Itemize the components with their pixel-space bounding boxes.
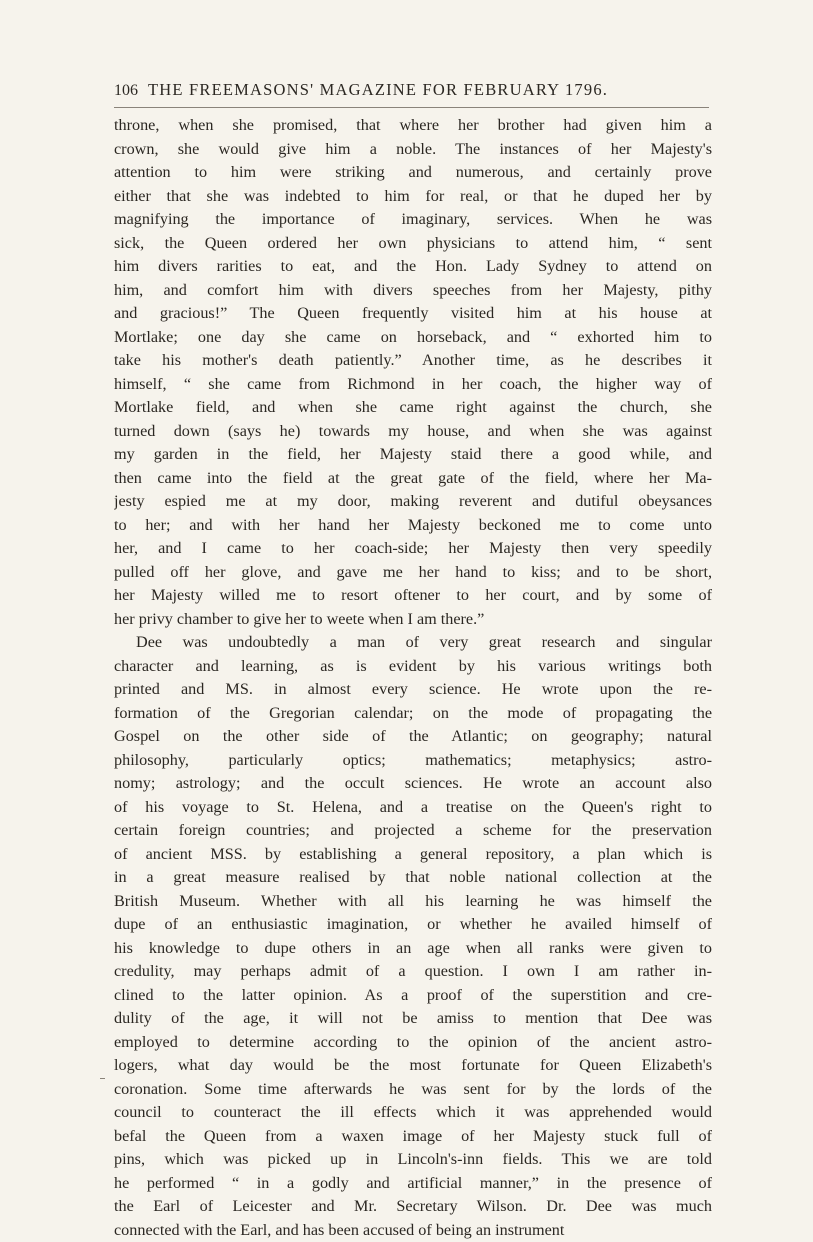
text-line: formation of the Gregorian calendar; on the mode of propagating the xyxy=(114,702,712,726)
text-line: himself, “ she came from Richmond in her coach, the higher way of xyxy=(114,373,712,397)
text-line: turned down (says he) towards my house, and when she was against xyxy=(114,420,712,444)
text-line: Mortlake; one day she came on horseback, and “ exhorted him to xyxy=(114,326,712,350)
text-line: Gospel on the other side of the Atlantic; on geography; natural xyxy=(114,725,712,749)
text-line: pulled off her glove, and gave me her hand to kiss; and to be short, xyxy=(114,561,712,585)
text-line: and gracious!” The Queen frequently visited him at his house at xyxy=(114,302,712,326)
text-line: Dee was undoubtedly a man of very great research and singular xyxy=(114,631,712,655)
text-line: Mortlake field, and when she came right against the church, she xyxy=(114,396,712,420)
text-line: nomy; astrology; and the occult sciences. He wrote an account also xyxy=(114,772,712,796)
paragraph xyxy=(114,631,714,1242)
text-line: magnifying the importance of imaginary, services. When he was xyxy=(114,208,712,232)
text-line: jesty espied me at my door, making reverent and dutiful obeysances xyxy=(114,490,712,514)
text-line: council to counteract the ill effects which it was apprehended would xyxy=(114,1101,712,1125)
text-line: dulity of the age, it will not be amiss to mention that Dee was xyxy=(114,1007,712,1031)
text-line: his knowledge to dupe others in an age when all ranks were given to xyxy=(114,937,712,961)
text-line: clined to the latter opinion. As a proof of the superstition and cre- xyxy=(114,984,712,1008)
text-line: either that she was indebted to him for real, or that he duped her by xyxy=(114,185,712,209)
text-line: attention to him were striking and numerous, and certainly prove xyxy=(114,161,712,185)
header-rule xyxy=(114,107,709,108)
text-line: dupe of an enthusiastic imagination, or whether he availed himself of xyxy=(114,913,712,937)
text-line: to her; and with her hand her Majesty beckoned me to come unto xyxy=(114,514,712,538)
text-line: my garden in the field, her Majesty staid there a good while, and xyxy=(114,443,712,467)
text-line: befal the Queen from a waxen image of her Majesty stuck full of xyxy=(114,1125,712,1149)
text-line: throne, when she promised, that where her brother had given him a xyxy=(114,114,712,138)
article-body xyxy=(114,114,714,1242)
text-line: then came into the field at the great gate of the field, where her Ma- xyxy=(114,467,712,491)
paragraph xyxy=(114,114,714,631)
running-head xyxy=(114,80,714,104)
text-line: he performed “ in a godly and artificial manner,” in the presence of xyxy=(114,1172,712,1196)
text-line: him, and comfort him with divers speeches from her Majesty, pithy xyxy=(114,279,712,303)
text-line: certain foreign countries; and projected a scheme for the preservation xyxy=(114,819,712,843)
text-line: logers, what day would be the most fortunate for Queen Elizabeth's xyxy=(114,1054,712,1078)
text-line: take his mother's death patiently.” Another time, as he describes it xyxy=(114,349,712,373)
text-line: the Earl of Leicester and Mr. Secretary Wilson. Dr. Dee was much xyxy=(114,1195,712,1219)
text-line: her privy chamber to give her to weete when I am there.” xyxy=(114,608,712,632)
text-line: her, and I came to her coach-side; her Majesty then very speedily xyxy=(114,537,712,561)
text-line: coronation. Some time afterwards he was sent for by the lords of the xyxy=(114,1078,712,1102)
text-line: British Museum. Whether with all his learning he was himself the xyxy=(114,890,712,914)
text-line: of ancient MSS. by establishing a general repository, a plan which is xyxy=(114,843,712,867)
text-line: employed to determine according to the opinion of the ancient astro- xyxy=(114,1031,712,1055)
page xyxy=(114,80,714,1242)
text-line: credulity, may perhaps admit of a question. I own I am rather in- xyxy=(114,960,712,984)
text-line: him divers rarities to eat, and the Hon. Lady Sydney to attend on xyxy=(114,255,712,279)
text-line: pins, which was picked up in Lincoln's-inn fields. This we are told xyxy=(114,1148,712,1172)
page-number: 106 xyxy=(114,82,138,100)
text-line: philosophy, particularly optics; mathematics; metaphysics; astro- xyxy=(114,749,712,773)
text-line: of his voyage to St. Helena, and a treatise on the Queen's right to xyxy=(114,796,712,820)
text-line: printed and MS. in almost every science. He wrote upon the re- xyxy=(114,678,712,702)
margin-mark xyxy=(100,1078,105,1079)
text-line: crown, she would give him a noble. The instances of her Majesty's xyxy=(114,138,712,162)
text-line: her Majesty willed me to resort oftener to her court, and by some of xyxy=(114,584,712,608)
text-line: character and learning, as is evident by his various writings both xyxy=(114,655,712,679)
running-head-title: THE FREEMASONS' MAGAZINE FOR FEBRUARY 1796. xyxy=(148,80,608,100)
text-line: sick, the Queen ordered her own physicians to attend him, “ sent xyxy=(114,232,712,256)
text-line: in a great measure realised by that noble national collection at the xyxy=(114,866,712,890)
text-line: connected with the Earl, and has been accused of being an instrument xyxy=(114,1219,712,1242)
